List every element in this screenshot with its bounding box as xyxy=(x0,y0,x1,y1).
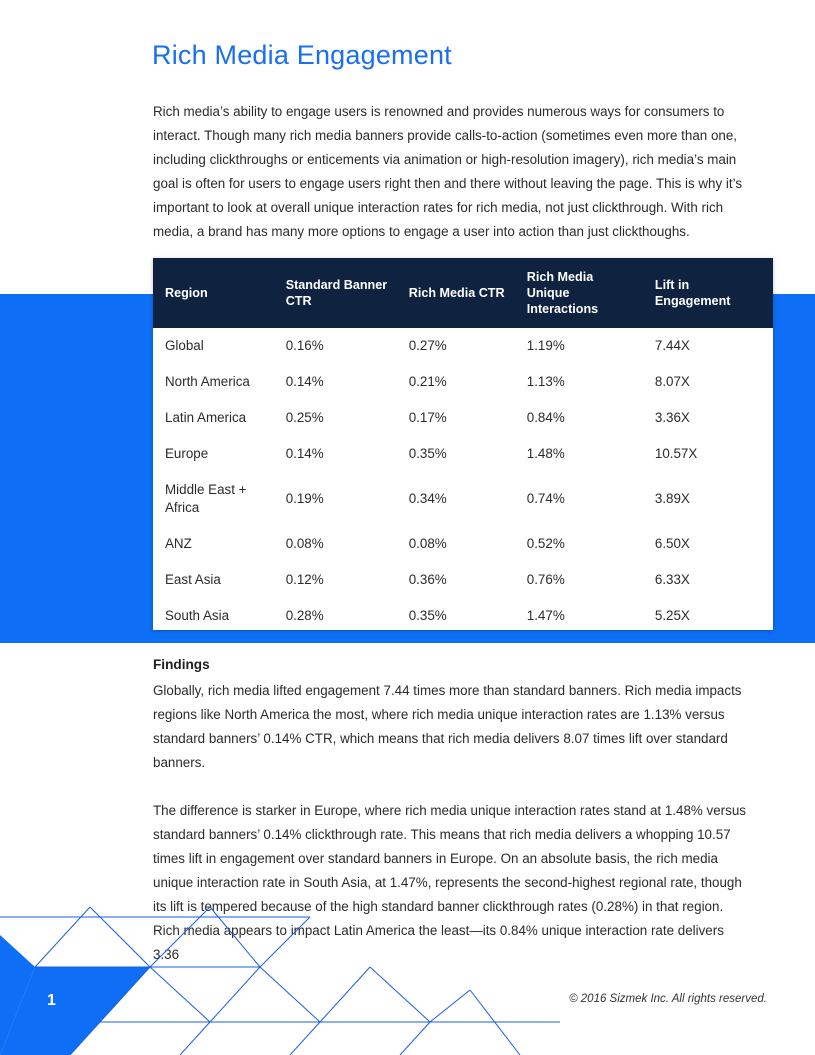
cell-rich-ctr: 0.27% xyxy=(408,338,447,353)
cell-unique-interactions: 1.13% xyxy=(526,374,565,389)
cell-lift: 5.25X xyxy=(654,608,690,623)
table-row xyxy=(153,364,773,400)
page-title: Rich Media Engagement xyxy=(152,40,452,70)
cell-standard-ctr: 0.14% xyxy=(285,446,324,461)
cell-lift: 7.44X xyxy=(654,338,690,353)
cell-rich-ctr: 0.17% xyxy=(408,410,447,425)
table-row xyxy=(153,598,773,634)
cell-rich-ctr: 0.21% xyxy=(408,374,447,389)
copyright-notice: © 2016 Sizmek Inc. All rights reserved. xyxy=(569,993,767,1005)
cell-lift: 3.36X xyxy=(654,410,690,425)
table-row xyxy=(153,526,773,562)
intro-paragraph: Rich media’s ability to engage users is renowned and provides numerous ways for consumers to interact. Though many rich media banners provide calls-to-action (sometimes even more than one, including clickthroughs or enticements via animation or high-resolution imagery), rich media’s main goal is often for users to engage users right then and there without leaving the page. This is why it’s important to look at overall unique interaction rates for rich media, not just clickthrough. With rich media, a brand has many more options to engage a user into action than just clickthoughs. xyxy=(153,104,743,239)
table-row xyxy=(153,436,773,472)
cell-unique-interactions: 0.52% xyxy=(526,536,565,551)
cell-lift: 10.57X xyxy=(654,446,698,461)
table-row xyxy=(153,328,773,364)
cell-lift: 6.33X xyxy=(654,572,690,587)
cell-region: Middle East + Africa xyxy=(165,482,247,515)
cell-rich-ctr: 0.35% xyxy=(408,446,447,461)
cell-lift: 6.50X xyxy=(654,536,690,551)
cell-unique-interactions: 0.76% xyxy=(526,572,565,587)
cell-region: Latin America xyxy=(165,410,247,425)
cell-region: Europe xyxy=(165,446,209,461)
table-header-row xyxy=(153,258,773,328)
cell-rich-ctr: 0.34% xyxy=(408,491,447,506)
table-row xyxy=(153,472,773,526)
page-number: 1 xyxy=(47,992,56,1009)
engagement-table xyxy=(153,258,773,634)
cell-region: Global xyxy=(165,338,204,353)
table-row xyxy=(153,562,773,598)
cell-standard-ctr: 0.08% xyxy=(285,536,324,551)
cell-standard-ctr: 0.19% xyxy=(285,491,324,506)
cell-unique-interactions: 1.19% xyxy=(526,338,565,353)
cell-rich-ctr: 0.36% xyxy=(408,572,447,587)
cell-region: South Asia xyxy=(165,608,230,623)
cell-rich-ctr: 0.08% xyxy=(408,536,447,551)
header-rich-media-ctr: Rich Media CTR xyxy=(408,286,505,300)
cell-standard-ctr: 0.28% xyxy=(285,608,324,623)
findings-paragraph-2: The difference is starker in Europe, where rich media unique interaction rates stand at 1.48% versus standard banners’ 0.14% clickthrough rate. This means that rich media delivers a whopping 10.57 times lift in engagement over standard banners in Europe. On an absolute basis, the rich media unique interaction rate in South Asia, at 1.47%, represents the second-highest regional rate, though its lift is tempered because of the high standard banner clickthrough rates (0.28%) in that region. Rich media appears to impact Latin America the least—its 0.84% unique interaction rate delivers 3.36 xyxy=(153,803,746,962)
table-row xyxy=(153,400,773,436)
cell-region: North America xyxy=(165,374,250,389)
cell-standard-ctr: 0.12% xyxy=(285,572,324,587)
cell-standard-ctr: 0.16% xyxy=(285,338,324,353)
header-standard-banner-ctr: Standard Banner CTR xyxy=(285,278,388,308)
header-region: Region xyxy=(165,286,208,300)
triangle-pattern-decoration xyxy=(0,880,560,1055)
cell-region: East Asia xyxy=(165,572,221,587)
header-rich-media-unique-interactions: Rich Media Unique Interactions xyxy=(526,270,599,316)
engagement-table-card xyxy=(153,258,773,630)
header-lift-in-engagement: Lift in Engagement xyxy=(654,278,731,308)
cell-unique-interactions: 0.74% xyxy=(526,491,565,506)
cell-lift: 8.07X xyxy=(654,374,690,389)
findings-paragraph-1: Globally, rich media lifted engagement 7.44 times more than standard banners. Rich media impacts regions like North America the most, where rich media unique interaction rates are 1.13% versus standard banners’ 0.14% CTR, which means that rich media delivers 8.07 times lift over standard banners. xyxy=(153,683,742,770)
cell-unique-interactions: 1.47% xyxy=(526,608,565,623)
findings-heading: Findings xyxy=(153,657,210,672)
cell-standard-ctr: 0.25% xyxy=(285,410,324,425)
cell-region: ANZ xyxy=(165,536,192,551)
cell-lift: 3.89X xyxy=(654,491,690,506)
cell-unique-interactions: 0.84% xyxy=(526,410,565,425)
cell-unique-interactions: 1.48% xyxy=(526,446,565,461)
cell-rich-ctr: 0.35% xyxy=(408,608,447,623)
cell-standard-ctr: 0.14% xyxy=(285,374,324,389)
